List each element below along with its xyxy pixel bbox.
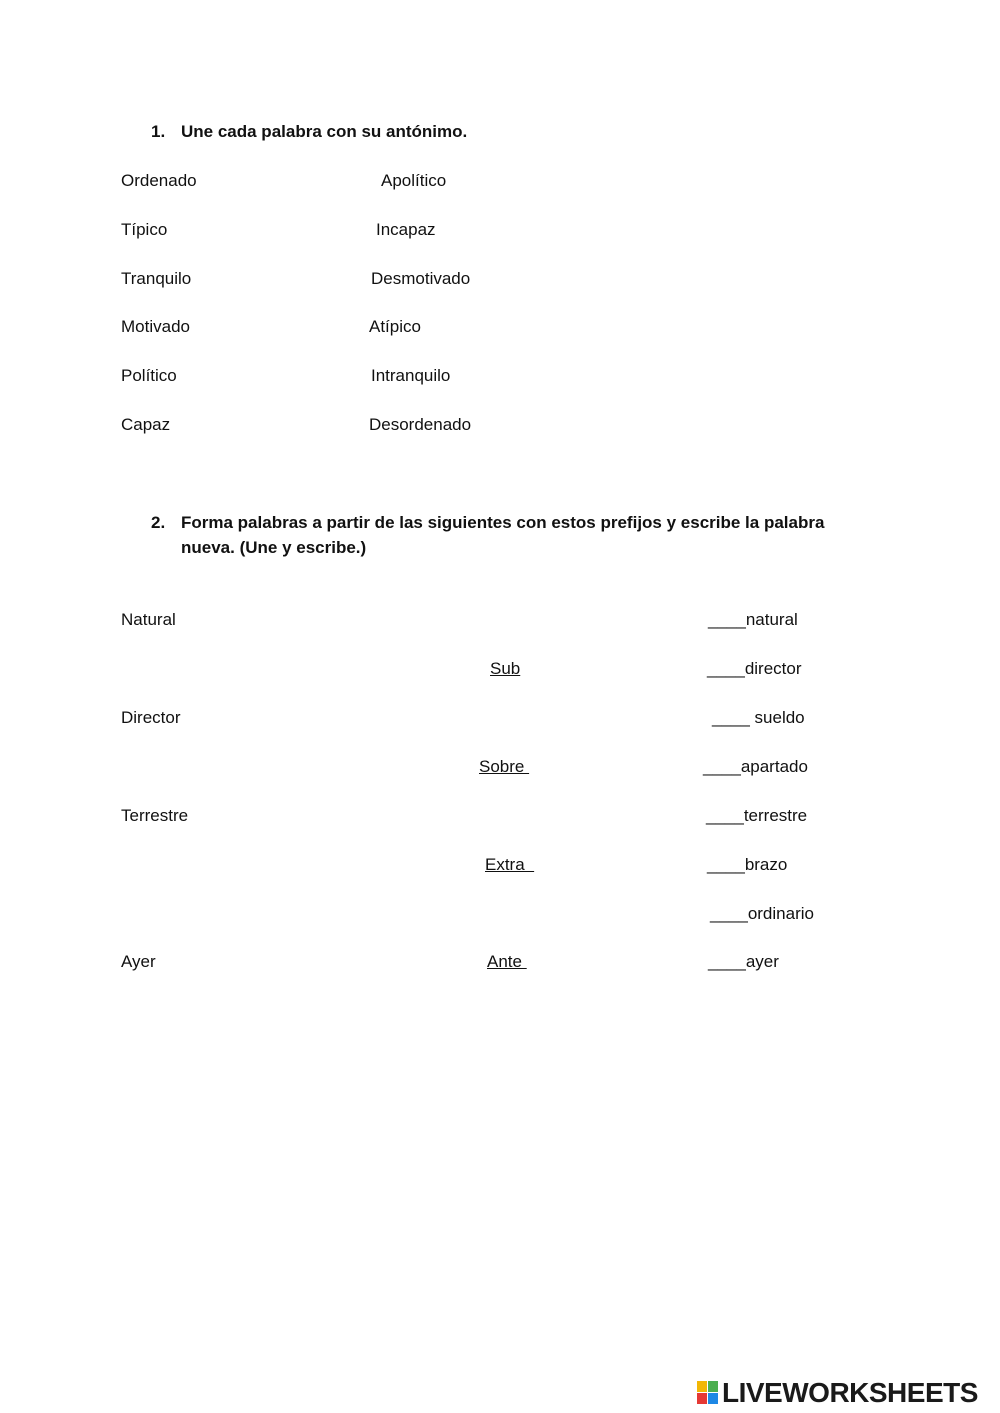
blank-field[interactable]: ____brazo <box>707 855 788 874</box>
liveworksheets-logo <box>697 1378 978 1408</box>
left-word[interactable]: Típico <box>121 220 168 239</box>
right-word[interactable]: Atípico <box>369 317 421 336</box>
section-1-number: 1. <box>151 122 166 141</box>
section-2-number: 2. <box>151 513 166 532</box>
left-word[interactable]: Político <box>121 366 177 385</box>
section-1-heading <box>151 119 851 144</box>
blank-field[interactable]: ____ayer <box>708 952 779 971</box>
section-2-heading <box>151 510 841 562</box>
right-word[interactable]: Desmotivado <box>371 269 471 288</box>
section-2-title: Forma palabras a partir de las siguientes con estos prefijos y escribe la palabra nueva. (Une y escribe.) <box>181 513 825 557</box>
prefix-word[interactable]: Extra <box>485 855 535 874</box>
logo-text: LIVEWORKSHEETS <box>722 1377 978 1408</box>
left-word[interactable]: Ordenado <box>121 171 197 190</box>
section-1-title: Une cada palabra con su antónimo. <box>181 122 468 141</box>
blank-field[interactable]: ____director <box>707 659 802 678</box>
right-word[interactable]: Apolítico <box>381 171 447 190</box>
blank-field[interactable]: ____apartado <box>703 757 808 776</box>
prefix-word[interactable]: Ante <box>487 952 527 971</box>
blank-field[interactable]: ____ sueldo <box>712 708 805 727</box>
blank-field[interactable]: ____terrestre <box>706 806 808 825</box>
base-word[interactable]: Ayer <box>121 952 156 971</box>
blank-field[interactable]: ____natural <box>708 610 798 629</box>
logo-icon <box>697 1381 719 1405</box>
right-word[interactable]: Desordenado <box>369 415 472 434</box>
left-word[interactable]: Motivado <box>121 317 190 336</box>
left-word[interactable]: Tranquilo <box>121 269 192 288</box>
prefix-word[interactable]: Sobre <box>479 757 530 776</box>
base-word[interactable]: Natural <box>121 610 176 629</box>
right-word[interactable]: Intranquilo <box>371 366 451 385</box>
right-word[interactable]: Incapaz <box>376 220 436 239</box>
base-word[interactable]: Terrestre <box>121 806 189 825</box>
prefix-word[interactable]: Sub <box>490 659 521 678</box>
blank-field[interactable]: ____ordinario <box>710 904 814 923</box>
base-word[interactable]: Director <box>121 708 181 727</box>
left-word[interactable]: Capaz <box>121 415 171 434</box>
